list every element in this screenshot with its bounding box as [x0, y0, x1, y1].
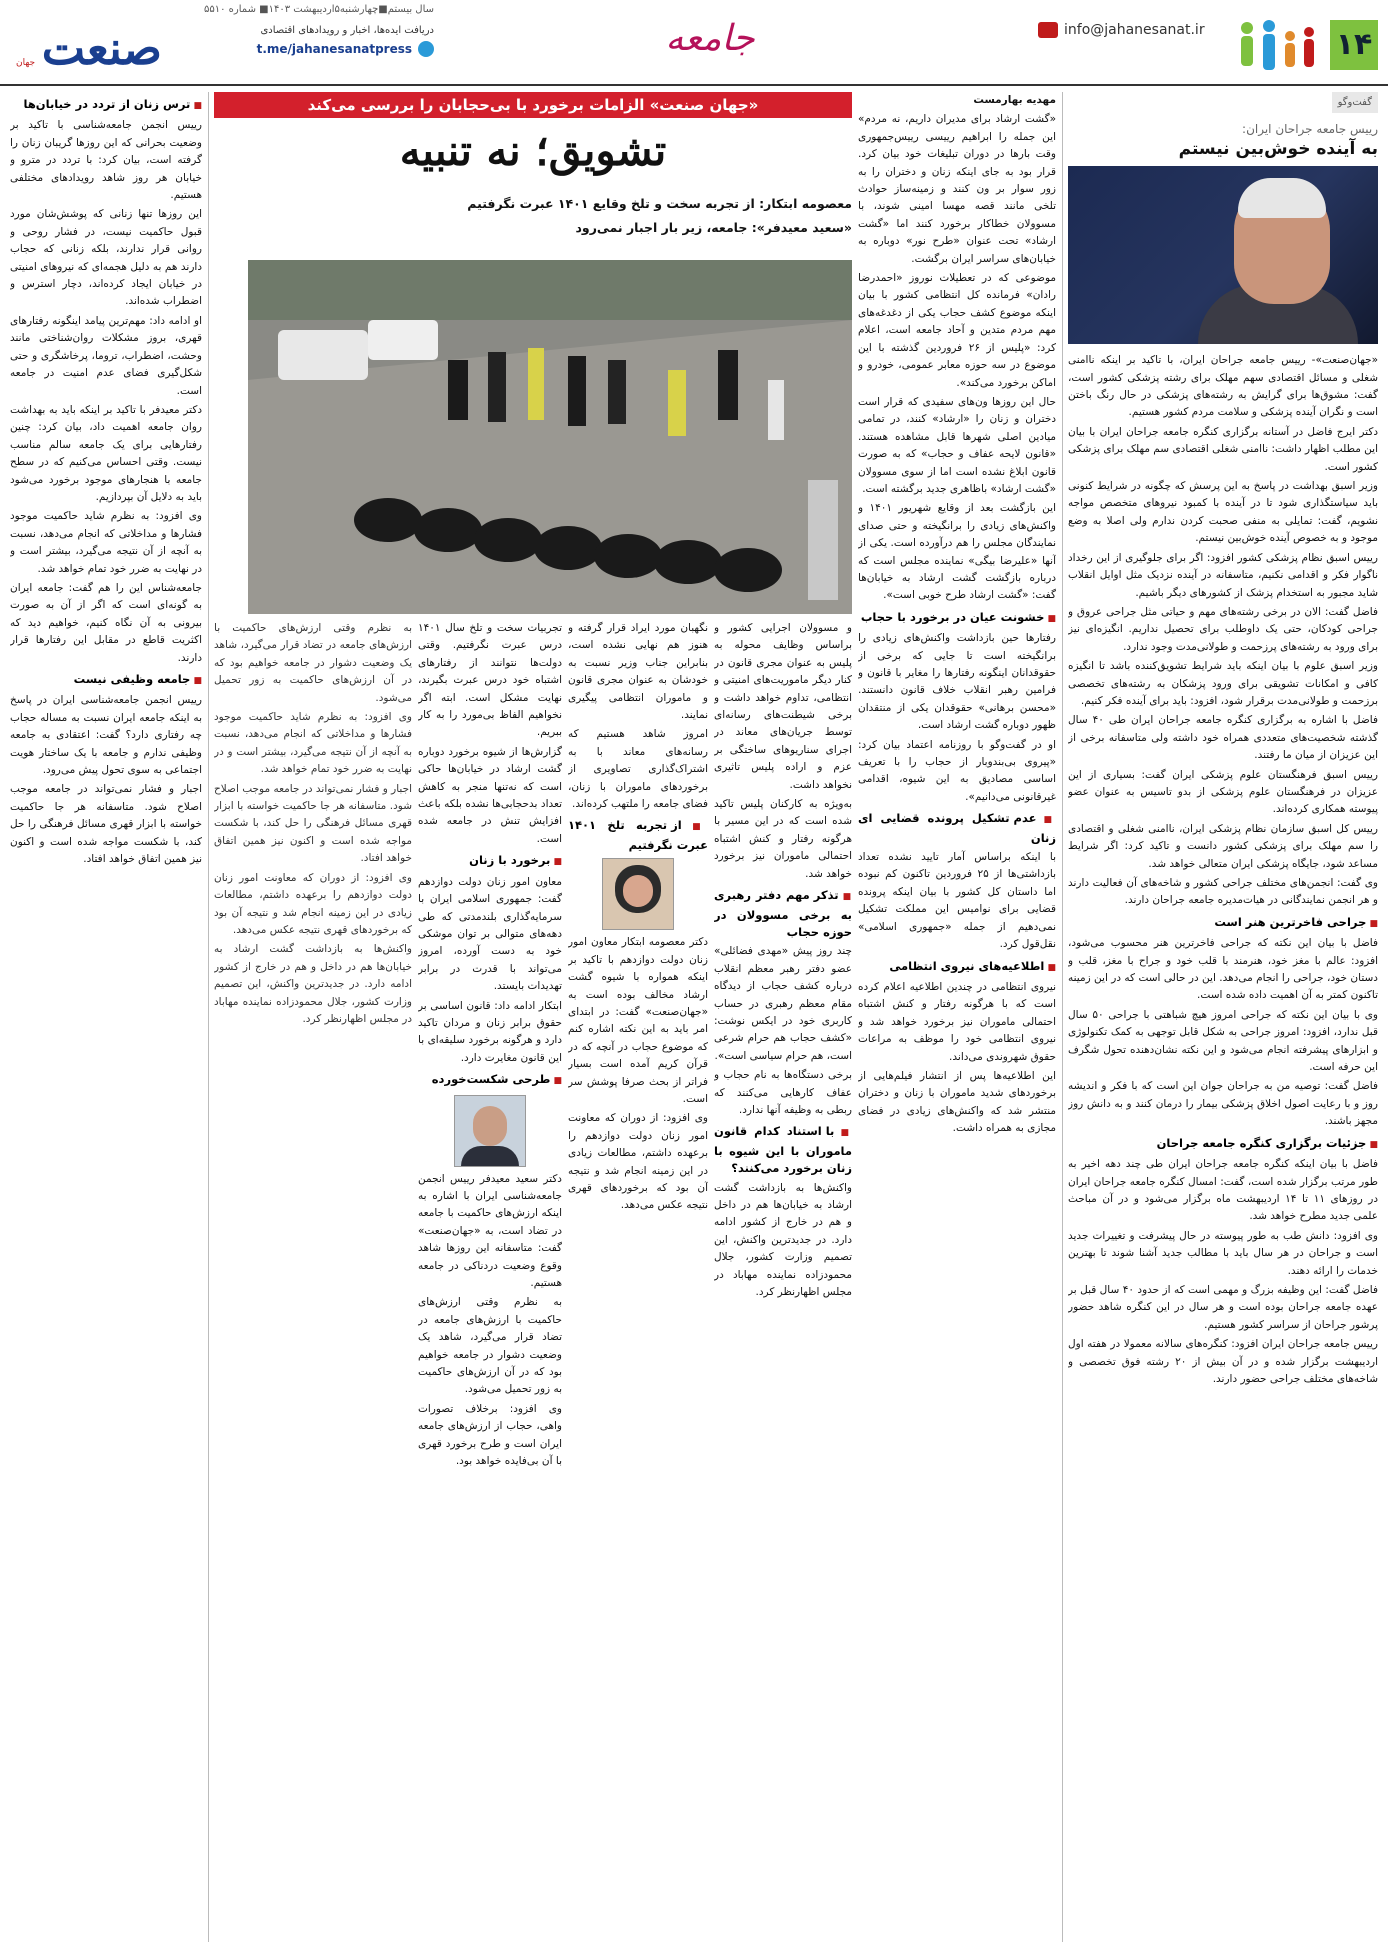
article-column-e [10, 92, 202, 1944]
article-column-c [568, 620, 708, 1944]
newspaper-logo [14, 20, 162, 76]
interview-paragraph: فاضل گفت: این وظیفه بزرگ و مهمی است که از حدود ۴۰ سال قبل بر عهده جامعه جراحان بوده است و هر سال در این کنگره شاهد حضور پرشور جراحان از سراسر کشور هستیم. [1068, 1283, 1378, 1331]
article-subheading: ■ با استناد کدام قانون ماموران با این شیوه با زنان برخورد می‌کنند؟ [714, 1123, 852, 1177]
article-paragraph: چند روز پیش «مهدی فضائلی» عضو دفتر رهبر معظم انقلاب درباره کشف حجاب از دیدگاه مقام معظم رهبری در حساب کاربری خود در ایکس نوشت: «کشف حجاب هم حرام شرعی است، هم حرام سیاسی است». [714, 945, 852, 1062]
column-divider [208, 92, 209, 1942]
interview-column [1068, 92, 1378, 1944]
interview-paragraph: «جهان‌صنعت»- رییس جامعه جراحان ایران، با تاکید بر اینکه ناامنی شغلی و مسائل اقتصادی سهم مهلک برای رشته پزشکی کشور است، گفت: مشوق‌ها برای گرایش به رشته‌های پزشکی در حال رنگ باختن است و نگران آینده پزشکی و سلامت مردم کشور هستیم. [1068, 354, 1378, 419]
telegram-icon [418, 41, 434, 57]
interview-paragraph: وزیر اسبق علوم با بیان اینکه باید شرایط تشویق‌کننده باشد تا انگیزه کافی و امکانات تشویقی برای ورود پزشکان به رشته‌های تخصصی برزحمت و طولانی‌مدت برقرار شود، افزود: باید برای آینده فکر کنیم. [1068, 660, 1378, 707]
interview-paragraph: فاضل گفت: الان در برخی رشته‌های مهم و حیاتی مثل جراحی عروق و جراحی کودکان، حتی یک داوطلب برای تحصیل نداریم. انگیزه‌ای نیز برای ورود به رشته‌های پرزحمت و طولانی‌مدت وجود ندارد. [1068, 605, 1378, 653]
article-paragraph: واکنش‌ها به بازداشت گشت ارشاد به خیابان‌ها هم در داخل و هم در خارج از کشور ادامه دارد. در جدیدترین واکنش، این تصمیم وزارت کشور، جلال محمودزاده نماینده مهاباد در مجلس اظهارنظر کرد. [714, 1181, 852, 1299]
article-paragraph: وی افزود: برخلاف تصورات واهی، حجاب از ارزش‌های جامعه ایران است و طرح برخورد قهری با آن بی‌فایده خواهد بود. [418, 1402, 562, 1468]
article-column-d [418, 620, 562, 1944]
article-subheading: ■ خشونت عیان در برخورد با حجاب [858, 609, 1056, 628]
interview-paragraph: وزیر اسبق بهداشت در پاسخ به این پرسش که چگونه در شرایط کنونی باید سیاستگذاری شود تا در آینده با کمبود نیروهای متخصص مواجه نشویم، گفت: تمایلی به منفی صحبت کردن ندارم ولی اصلا به وضع موجود و به خصوص آینده خوش‌بین نیستم. [1068, 480, 1378, 545]
moeidfar-photo [454, 1095, 526, 1167]
article-paragraph: نگهبان مورد ایراد قرار گرفته و هنوز هم نهایی نشده است، بنابراین جناب وزیر نسبت به خودشان به عنوان مجری قانون و ماموران انتظامی پیگیری نمایند. [568, 622, 708, 722]
family-icon [1235, 16, 1325, 76]
article-paragraph: این روزها تنها زنانی که پوشش‌شان مورد قبول حاکمیت نیست، در فشار روحی و روانی قرار ندارند، بلکه زنانی که حجاب دارند هم به دلیل هجمه‌ای که نیروهای امنیتی در خیابان ایجاد کرده‌اند، دچار استرس و اضطراب شده‌اند. [10, 208, 202, 308]
email-icon [1038, 22, 1058, 38]
article-subheading: ■ از تجربه تلخ ۱۴۰۱ عبرت نگرفتیم [568, 817, 708, 854]
article-paragraph: این اطلاعیه‌ها پس از انتشار فیلم‌هایی از برخوردهای شدید ماموران با زنان و دختران منتشر شد که واکنش‌های زیادی در فضای مجازی به همراه داشت. [858, 1069, 1056, 1135]
article-paragraph: موضوعی که در تعطیلات نوروز «احمدرضا رادان» فرمانده کل انتظامی کشور با بیان اینکه موضوع کشف حجاب یکی از دغدغه‌های مهم مردم متدین و آحاد جامعه است، اعلام کرد: «پلیس از ۲۶ فروردین گذشته با این موضوع در سه حوزه معابر عمومی، خودرو و اماکن برخورد می‌کند». [858, 272, 1056, 389]
interview-tag: گفت‌وگو [1332, 92, 1378, 113]
telegram-handle: t.me/jahanesanatpress [256, 42, 412, 56]
interview-paragraph: وی با بیان این نکته که جراحی امروز هیچ شباهتی با جراحی ۵۰ سال قبل ندارد، افزود: امروز جراحی به شکل قابل توجهی به کمک تکنولوژی و ابزارهای پیشرفته انجام می‌شود و این نکته نشان‌دهنده تحول شگرف این حرفه است. [1068, 1008, 1378, 1074]
article-paragraph: حال این روزها ون‌های سفیدی که قرار است دختران و زنان را «ارشاد» کنند، در تمامی میادین اصلی شهرها قابل مشاهده هستند. «قانون لایحه عفاف و حجاب» که به صورت قانون ابلاغ نشده است اما از سوی مسوولان «گشت ارشاد» باظاهری جدید برگشته است. [858, 395, 1056, 495]
article-paragraph: وی افزود: به نظرم شاید حاکمیت موجود فشارها و مداخلاتی که انجام می‌دهد، نسبت به آنچه از آن نتیجه می‌گیرد، بیشتر است و در نهایت به ضرر خود تمام خواهد شد. [10, 510, 202, 575]
article-paragraph: و مسوولان اجرایی کشور و براساس وظایف محوله به پلیس به عنوان مجری قانون در کنار دیگر ماموریت‌های امنیتی و انتظامی، تداوم خواهد داشت و برخی شیطنت‌های رسانه‌ای توسط جریان‌های معاند در اجرای سناریوهای ساختگی بر عزم و اراده پلیس تاثیری نخواهد داشت. [714, 622, 852, 791]
interview-paragraph: وی گفت: انجمن‌های مختلف جراحی کشور و شاخه‌های آن فعالیت دارند و هر انجمن نمایندگانی در هیات‌مدیره جامعه جراحان دارند. [1068, 877, 1378, 907]
article-paragraph: اجبار و فشار نمی‌تواند در جامعه موجب اصلاح شود. متاسفانه هر جا حاکمیت خواسته با ابزار قهری مسائل فرهنگی را حل کند، با شکست مواجه شده است و اکنون نیز همین اتفاق خواهد افتاد. [10, 783, 202, 866]
interview-paragraph: رییس جامعه جراحان ایران افزود: کنگره‌های سالانه معمولا در هفته اول اردیبهشت برگزار شده و در آن بیش از ۲۰ رشته فوق تخصصی و شاخه‌های مختلف جراحی حضور دارند. [1068, 1338, 1378, 1385]
article-paragraph: دکتر معصومه ابتکار معاون امور زنان دولت دوازدهم با تاکید بر اینکه همواره با شیوه گشت ارشاد مخالف بوده است به «جهان‌صنعت» گفت: در ابتدای امر باید به این نکته اشاره کنم که موضوع حجاب در آنچه که در قرآن کریم آمده است بسیار فراتر از بحث صرفا پوشش سر است. [568, 936, 708, 1105]
article-subheading: ■ عدم تشکیل پرونده قضایی ای زنان [858, 810, 1056, 847]
ebtekar-photo [602, 858, 674, 930]
article-paragraph: امروز شاهد هستیم که رسانه‌های معاند با به اشتراک‌گذاری تصاویری از برخوردهای ماموران با زنان، فضای جامعه را ملتهب کرده‌اند. [568, 728, 708, 811]
interview-paragraph: رییس اسبق نظام پزشکی کشور افزود: اگر برای جلوگیری از این رخداد ناگوار فکر و اقدامی نکنیم، متاسفانه در آینده نزدیک مثل اوایل انقلاب شاید مجبور به استخدام پزشک از کشورهای دیگر باشیم. [1068, 551, 1378, 599]
section-title: جامعه [665, 18, 755, 59]
interview-paragraph: فاضل با اشاره به برگزاری کنگره جامعه جراحان ایران طی ۴۰ سال گذشته شخصیت‌های متعددی همراه خود داشته ولی متاسفانه برخی از این عزیزان از میان ما رفتند. [1068, 714, 1378, 762]
article-column-f [214, 620, 412, 1944]
article-photo [248, 260, 852, 614]
page-number: ۱۴ [1330, 20, 1378, 70]
article-paragraph: دکتر سعید معیدفر رییس انجمن جامعه‌شناسی ایران با اشاره به اینکه ارزش‌های حاکمیت با جامعه در تضاد است، به «جهان‌صنعت» گفت: متاسفانه این روزها شاهد وقوع وضعیت دردناکی در جامعه هستیم. [418, 1172, 562, 1289]
subscribe-text: دریافت ایده‌ها، اخبار و رویدادهای اقتصادی [260, 25, 434, 36]
article-paragraph: دکتر معیدفر با تاکید بر اینکه باید به بهداشت روان جامعه اهمیت داد، بیان کرد: چنین رفتارهایی برای یک جامعه سالم مناسب نیست. وقتی احساس می‌کنیم که در سطح جامعه با هنجارهای موجود برخورد می‌شود باید به دلایل آن بپردازیم. [10, 403, 202, 503]
article-paragraph: با اینکه براساس آمار تایید نشده تعداد بازداشتی‌ها از ۲۵ فروردین تاکنون کم نبوده اما داستان کل کشور با بیان اینکه پرونده قضایی برای نوامیس این مملکت تشکیل نمی‌دهیم از جمله «جمهوری اسلامی» نقل‌قول کرد. [858, 851, 1056, 951]
article-column-b [714, 620, 852, 1944]
article-paragraph: واکنش‌ها به بازداشت گشت ارشاد به خیابان‌ها هم در داخل و هم در خارج از کشور ادامه دارد. در جدیدترین واکنش، این تصمیم وزارت کشور، جلال محمودزاده نماینده مهاباد در مجلس اظهارنظر کرد. [214, 943, 412, 1025]
article-paragraph: به نظرم وقتی ارزش‌های حاکمیت با ارزش‌های جامعه در تضاد قرار می‌گیرد، شاهد یک وضعیت دشوار در جامعه خواهیم بود که در آن ارزش‌های حاکمیت به زور تحمیل می‌شود. [214, 622, 412, 704]
interview-paragraph: وی افزود: دانش طب به طور پیوسته در حال پیشرفت و تغییرات جدید است و جراحان در هر سال باید با مطالب جدید آشنا شوند تا بهترین خدمات را ارائه دهند. [1068, 1229, 1378, 1277]
article-paragraph: ابتکار ادامه داد: قانون اساسی بر حقوق برابر زنان و مردان تاکید دارد و هرگونه برخورد سلیقه‌ای با این قانون مغایرت دارد. [418, 999, 562, 1064]
interview-paragraph: فاضل گفت: توصیه من به جراحان جوان این است که با فکر و اندیشه روز و با رعایت اصول اخلاق پزشکی بیمار را درمان کنند و به دانش روز مجهز باشند. [1068, 1080, 1378, 1128]
interview-paragraph: فاضل با بیان این نکته که جراحی فاخرترین هنر محسوب می‌شود، افزود: عالم با مغز خود، هنرمند با قلب خود و جراح با مغز، قلب و دستان خود، جراحی را انجام می‌دهد. این در حالی است که در این زمینه تاکنون کمتر به آن اهمیت داده شده است. [1068, 937, 1378, 1002]
article-paragraph: معاون امور زنان دولت دوازدهم گفت: جمهوری اسلامی ایران با سرمایه‌گذاری بلندمدتی که طی دهه‌های متوالی بر توان موشکی خود به دست آورده، امروز می‌تواند با قدرت در برابر تهدیدات بایستد. [418, 875, 562, 993]
photo-hair [1238, 178, 1326, 218]
article-column-a [858, 92, 1056, 1944]
article-paragraph: او در گفت‌وگو با روزنامه اعتماد بیان کرد: «پیروی بی‌بندوبار از حجاب را با تعریف اساسی مصادیق به این شیوه، اقدامی غیرقانونی می‌دانیم». [858, 738, 1056, 803]
article-subheading: ■ طرحی شکست‌خورده [418, 1071, 562, 1090]
article-subheading: ■ ترس زنان از تردد در خیابان‌ها [10, 96, 202, 115]
article-subheading: ■ برخورد با زنان [418, 852, 562, 871]
article-subtitle: «سعید معیدفر»: جامعه، زیر بار اجبار نمی‌رود [575, 220, 852, 235]
email-contact[interactable] [1038, 22, 1205, 38]
article-subheading: ■ اطلاعیه‌های نیروی انتظامی [858, 958, 1056, 977]
interview-subheading: ■ جراحی فاخرترین هنر است [1068, 914, 1378, 933]
page-header [0, 0, 1388, 86]
article-subheading: ■ جامعه وظیفی نیست [10, 671, 202, 690]
article-title: تشویق؛ نه تنبیه [399, 126, 667, 175]
article-subheading: ■ تذکر مهم دفتر رهبری به برخی مسوولان در حوزه حجاب [714, 887, 852, 941]
article-paragraph: رفتارها حین بازداشت واکنش‌های زیادی را برانگیخته است تا جایی که برخی از حقوقدانان اینگونه رفتارها را مغایر با قانون و فرامین رهبر انقلاب خلاف قانون دانستند. «محسن برهانی» حقوقدان یکی از منتقدان ظهور دوباره گشت ارشاد است. [858, 632, 1056, 732]
logo-text: صنعت [41, 21, 162, 75]
interviewee-photo [1068, 166, 1378, 344]
article-paragraph: رییس انجمن جامعه‌شناسی ایران در پاسخ به اینکه جامعه ایران نسبت به مساله حجاب چه رفتاری دارد؟ گفت: اعتقادی به جامعه وظیفی ندارم و جامعه با یک ساختار هویت اجتماعی به سوی تحول پیش می‌رود. [10, 694, 202, 777]
article-paragraph: تجربیات سخت و تلخ سال ۱۴۰۱ درس عبرت نگرفتیم. وقتی دولت‌ها نتوانند از رفتارهای اشتباه خود درس عبرت بگیرند، نهایت مشکل است. ابته اگر نخواهیم الفاظ بی‌مورد را به کار ببریم. [418, 622, 562, 739]
column-divider [1062, 92, 1063, 1942]
interview-title: به آینده خوش‌بین نیستم [1178, 138, 1378, 159]
article-paragraph: گزارش‌ها از شیوه برخورد دوباره گشت ارشاد در خیابان‌ها حاکی است که نه‌تنها منجر به کاهش تعداد بدحجابی‌ها نشده بلکه باعث افزایش تنش در جامعه شده است. [418, 745, 562, 845]
interview-paragraph: دکتر ایرج فاضل در آستانه برگزاری کنگره جامعه جراحان ایران با بیان این مطلب اظهار داشت: ناامنی شغلی اقتصادی سم مهلک برای پزشکی کشور است. [1068, 425, 1378, 473]
email-text: info@jahanesanat.ir [1064, 22, 1205, 38]
article-paragraph: وی افزود: به نظرم شاید حاکمیت موجود فشارها و مداخلاتی که انجام می‌دهد، نسبت به آنچه از آن نتیجه می‌گیرد، بیشتر است و در نهایت به ضرر خود تمام خواهد شد. [214, 711, 412, 776]
telegram-link[interactable] [174, 40, 434, 58]
article-paragraph: به‌ویژه به کارکنان پلیس تاکید شده است که در این مسیر با هرگونه رفتار و کنش اشتباه احتمالی ماموران نیز برخورد خواهد شد. [714, 798, 852, 880]
article-paragraph: رییس انجمن جامعه‌شناسی با تاکید بر وضعیت بحرانی که این روزها گریبان زنان را گرفته است، بیان کرد: با تردد در مترو و خیابان هر روز شاهد رویدادهای مختلفی هستیم. [10, 119, 202, 202]
article-paragraph: اجبار و فشار نمی‌تواند در جامعه موجب اصلاح شود. متاسفانه هر جا حاکمیت خواسته با ابزار قهری مسائل فرهنگی را حل کند، با شکست مواجه شده است و اکنون نیز همین اتفاق خواهد افتاد. [214, 782, 412, 865]
article-subtitle: معصومه ابتکار: از تجربه سخت و تلخ وقایع ۱۴۰۱ عبرت نگرفتیم [467, 196, 852, 211]
masthead-info [174, 22, 434, 58]
article-paragraph: برخی دستگاه‌ها به نام حجاب و عفاف کارهایی می‌کنند که ربطی به وظیفه آنها ندارد. [714, 1069, 852, 1116]
article-author: مهدیه بهارمست [973, 94, 1056, 106]
article-paragraph: به نظرم وقتی ارزش‌های حاکمیت با ارزش‌های جامعه در تضاد قرار می‌گیرد، شاهد یک وضعیت دشوار در جامعه خواهیم بود که در آن ارزش‌های حاکمیت به زور تحمیل می‌شود. [418, 1296, 562, 1396]
article-paragraph: وی افزود: از دوران که معاونت امور زنان دولت دوازدهم را برعهده داشتم، مطالعات زیادی در این زمینه انجام شد و نتیجه آن بود که برخوردهای قهری نتیجه عکس می‌دهد. [568, 1112, 708, 1212]
article-paragraph: این بازگشت بعد از وقایع شهریور ۱۴۰۱ و واکنش‌های زیادی را برانگیخته و حتی صدای نمایندگان مجلس را هم درآورده است. یکی از آنها «علیرضا بیگی» نماینده مجلس است که درباره بازگشت گشت ارشاد به خیابان‌ها گفت: «گشت ارشاد طرح خوبی است». [858, 502, 1056, 602]
article-paragraph: او ادامه داد: مهم‌ترین پیامد اینگونه رفتارهای قهری، بروز مشکلات روان‌شناختی مانند وحشت، اضطراب، تروما، پرخاشگری و حتی شکل‌گیری فضای عدم امنیت در جامعه است. [10, 314, 202, 397]
article-paragraph: «گشت ارشاد برای مدیران داریم، نه مردم» این جمله را ابراهیم رییسی رییس‌جمهوری وقت بارها در دوران تبلیغات خود بیان کرد. قرار بود به جای اینکه زنان و دختران را به زور سوار بر ون کنند و زمینه‌ساز حوادث تلخی مانند قصه مهسا امینی شوند، با مسوولان خطاکار برخورد کنند اما «گشت ارشاد» تحت عنوان «طرح نور» دوباره به خیابان‌های سراسر ایران برگشت. [858, 113, 1056, 265]
article-kicker: «جهان صنعت» الزامات برخورد با بی‌حجابان را بررسی می‌کند [214, 92, 852, 118]
interview-paragraph: رییس کل اسبق سازمان نظام پزشکی ایران، ناامنی شغلی و اقتصادی را سم مهلک برای پزشکی کشور دانست و تاکید کرد: اگر شرایط مساعد شود، جایگاه پزشکی ایران متعالی خواهد شد. [1068, 822, 1378, 870]
article-paragraph: جامعه‌شناس این را هم گفت: جامعه ایران به گونه‌ای است که اگر از آن به صورت بیرونی به آن نگاه کنیم، خواهیم دید که اکثریت قاطع در مقابل این رفتارها قرار دارند. [10, 581, 202, 664]
logo-subtext: جهان [16, 58, 36, 68]
article-paragraph: نیروی انتظامی در چندین اطلاعیه اعلام کرده است که با هرگونه رفتار و کنش اشتباه احتمالی ماموران نیز برخورد خواهد شد و نیروی انتظامی خود را موظف به مراعات حقوق شهروندی می‌داند. [858, 980, 1056, 1063]
article-paragraph: وی افزود: از دوران که معاونت امور زنان دولت دوازدهم را برعهده داشتم، مطالعات زیادی در این زمینه انجام شد و نتیجه آن بود که برخوردهای قهری نتیجه عکس می‌دهد. [214, 871, 412, 936]
interview-paragraph: رییس اسبق فرهنگستان علوم پزشکی ایران گفت: بسیاری از این عزیزان در فرهنگستان علوم پزشکی از بدو تاسیس به عنوان عضو پیوسته همکاری کرده‌اند. [1068, 768, 1378, 816]
issue-date-line: سال بیستم■چهارشنبه۵اردیبهشت ۱۴۰۳■ شماره ۵۵۱۰ [204, 4, 434, 15]
interview-subheading: ■ جزئیات برگزاری کنگره جامعه جراحان [1068, 1135, 1378, 1154]
interview-paragraph: فاضل با بیان اینکه کنگره جامعه جراحان ایران طی چند دهه اخیر به طور مرتب برگزار شده است، گفت: امسال کنگره جامعه جراحان ایران در روزهای ۱۱ تا ۱۴ اردیبهشت ماه برگزار می‌شود و در آن مباحث علمی جدید مطرح خواهد شد. [1068, 1158, 1378, 1223]
interview-kicker: رییس جامعه جراحان ایران: [1242, 122, 1378, 137]
